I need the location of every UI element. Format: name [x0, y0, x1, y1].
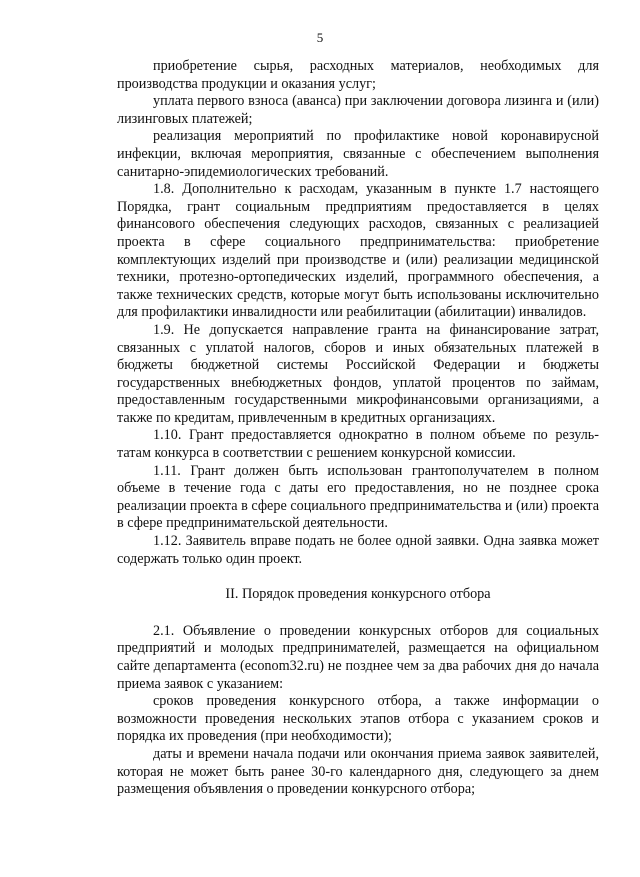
paragraph-application-dates: даты и времени начала подачи или окончания приема заявок заявителей, которая не может быть ранее 30-го календарного дня, следующего за днем размещения объявления о проведении конкурсного отбора;	[117, 745, 599, 798]
paragraph-2-1: 2.1. Объявление о проведении конкурсных отборов для социальных предприятий и молодых предпринимателей, размещается на официальном сайте департамента (econom32.ru) не позднее чем за два рабочих дня до начала приема заявок с указанием:	[117, 622, 599, 692]
paragraph-1-8: 1.8. Дополнительно к расходам, указанным в пункте 1.7 настоящего Порядка, грант социальным предприятиям предоставляется в целях финансового обеспечения следующих расходов, связанных с реализацией проекта в сфере социального предпринимательства: приобретение комплектующих изделий при производстве и (или) реализации медицинской техники, протезно-ортопедических изделий, программного обеспечения, а также технических средств, которые могут быть использованы исключительно для профилактики инвалидности или реабилитации (абилитации) инвалидов.	[117, 181, 599, 321]
section-heading: II. Порядок проведения конкурсного отбора	[225, 586, 491, 603]
paragraph-covid-prevention: реализация мероприятий по профилактике новой коронавирусной инфекции, включая мероприятия, связанные с обеспечением выполнения санитарно-эпидемиологических требований.	[117, 128, 599, 180]
paragraph-1-9: 1.9. Не допускается направление гранта на финансирование затрат, связанных с уплатой налогов, сборов и иных обязательных платежей в бюджеты бюджетной системы Российской Федерации и бюджеты государственных внебюджетных фондов, уплатой процентов по займам, предоставленным государственными микрофинансовыми организациями, а также по кредитам, привлеченным в кредитных организациях.	[117, 321, 599, 426]
paragraph-1-11: 1.11. Грант должен быть использован грантополучателем в полном объеме в течение года с даты его предоставления, но не позднее срока реализации проекта в сфере социального предпринимательства и (или) проекта в сфере предпринимательской деятельности.	[117, 462, 599, 532]
paragraph-1-10: 1.10. Грант предоставляется однократно в полном объеме по резуль-татам конкурса в соответствии с решением конкурсной комиссии.	[117, 427, 599, 462]
paragraph-purchase-materials: приобретение сырья, расходных материалов, необходимых для производства продукции и оказания услуг;	[117, 58, 599, 92]
document-body	[117, 58, 599, 799]
paragraph-1-12: 1.12. Заявитель вправе подать не более одной заявки. Одна заявка может содержать только один проект.	[117, 533, 599, 567]
page-number: 5	[316, 30, 324, 45]
paragraph-selection-terms: сроков проведения конкурсного отбора, а также информации о возможности проведения нескольких этапов отбора с указанием сроков и порядка их проведения (при необходимости);	[117, 693, 599, 745]
paragraph-leasing-payment: уплата первого взноса (аванса) при заключении договора лизинга и (или) лизинговых платежей;	[117, 93, 599, 127]
